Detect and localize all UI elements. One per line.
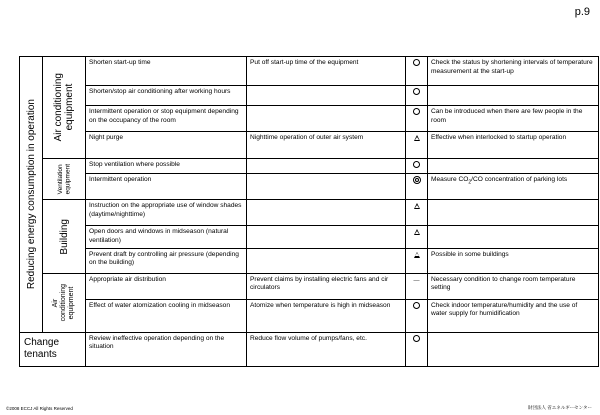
note-cell [428, 332, 599, 366]
category-air-conditioning: Air conditioning equipment [43, 57, 86, 159]
table-row [20, 248, 599, 273]
note-cell: Possible in some buildings [428, 248, 599, 273]
rating-circle-icon [406, 299, 428, 332]
measure-cell: Intermittent operation or stop equipment depending on the occupancy of the room [86, 106, 247, 132]
measure-cell: Shorten/stop air conditioning after working hours [86, 86, 247, 106]
page-number: p.9 [574, 6, 590, 18]
method-cell: Put off start-up time of the equipment [247, 57, 406, 86]
organization-name: 財団法人 省エネルギーセンター [528, 405, 592, 410]
measure-cell: Night purge [86, 132, 247, 159]
table-row [20, 86, 599, 106]
rating-circle-icon [406, 332, 428, 366]
note-cell: Measure $CO_2/CO$ concentration of parking lots [428, 174, 599, 200]
rating-circle-icon [406, 57, 428, 86]
table-row [20, 273, 599, 299]
table-row [20, 299, 599, 332]
category-air-conditioning-2: Air conditioning equipment [43, 273, 86, 332]
method-cell: Nighttime operation of outer air system [247, 132, 406, 159]
method-cell: Reduce flow volume of pumps/fans, etc. [247, 332, 406, 366]
category-change-tenants: Change tenants [20, 332, 86, 366]
method-cell [247, 248, 406, 273]
measure-cell: Effect of water atomization cooling in midseason [86, 299, 247, 332]
note-cell: Necessary condition to change room temperature setting [428, 273, 599, 299]
measure-cell: Intermittent operation [86, 174, 247, 200]
category-building: Building [43, 200, 86, 273]
method-cell [247, 159, 406, 174]
table-row [20, 174, 599, 200]
note-cell: Check indoor temperature/humidity and the use of water supply for humidification [428, 299, 599, 332]
note-cell: Check the status by shortening intervals of temperature measurement at the start-up [428, 57, 599, 86]
rating-circle-icon [406, 159, 428, 174]
table-row [20, 159, 599, 174]
table-row [20, 106, 599, 132]
copyright: ©2008 ECCJ All Rights Reserved [6, 406, 73, 411]
rating-dash-icon: － [406, 273, 428, 299]
measure-cell: Prevent draft by controlling air pressure (depending on the building) [86, 248, 247, 273]
measure-cell: Open doors and windows in midseason (natural ventilation) [86, 226, 247, 248]
method-cell [247, 226, 406, 248]
category-ventilation: Ventilation equipment [43, 159, 86, 200]
note-cell: Effective when interlocked to startup operation [428, 132, 599, 159]
method-cell: Prevent claims by installing electric fans and cir circulators [247, 273, 406, 299]
table-row [20, 132, 599, 159]
rating-triangle-icon [406, 248, 428, 273]
method-cell [247, 200, 406, 226]
measure-cell: Review ineffective operation depending on the situation [86, 332, 247, 366]
table-row [20, 200, 599, 226]
note-cell [428, 86, 599, 106]
category-reducing-energy: Reducing energy consumption in operation [20, 57, 43, 333]
energy-measures-table [19, 56, 599, 367]
rating-circle-icon [406, 106, 428, 132]
rating-double-circle-icon [406, 174, 428, 200]
method-cell: Atomize when temperature is high in midseason [247, 299, 406, 332]
note-cell [428, 200, 599, 226]
measure-cell: Shorten start-up time [86, 57, 247, 86]
method-cell [247, 86, 406, 106]
table-row [20, 332, 599, 366]
note-cell: Can be introduced when there are few people in the room [428, 106, 599, 132]
table-row [20, 57, 599, 86]
note-cell [428, 226, 599, 248]
measure-cell: Appropriate air distribution [86, 273, 247, 299]
method-cell [247, 174, 406, 200]
note-cell [428, 159, 599, 174]
method-cell [247, 106, 406, 132]
rating-triangle-icon [406, 226, 428, 248]
rating-triangle-icon [406, 200, 428, 226]
measure-cell: Instruction on the appropriate use of window shades (daytime/nighttime) [86, 200, 247, 226]
measure-cell: Stop ventilation where possible [86, 159, 247, 174]
rating-circle-icon [406, 86, 428, 106]
table-row [20, 226, 599, 248]
rating-triangle-icon [406, 132, 428, 159]
